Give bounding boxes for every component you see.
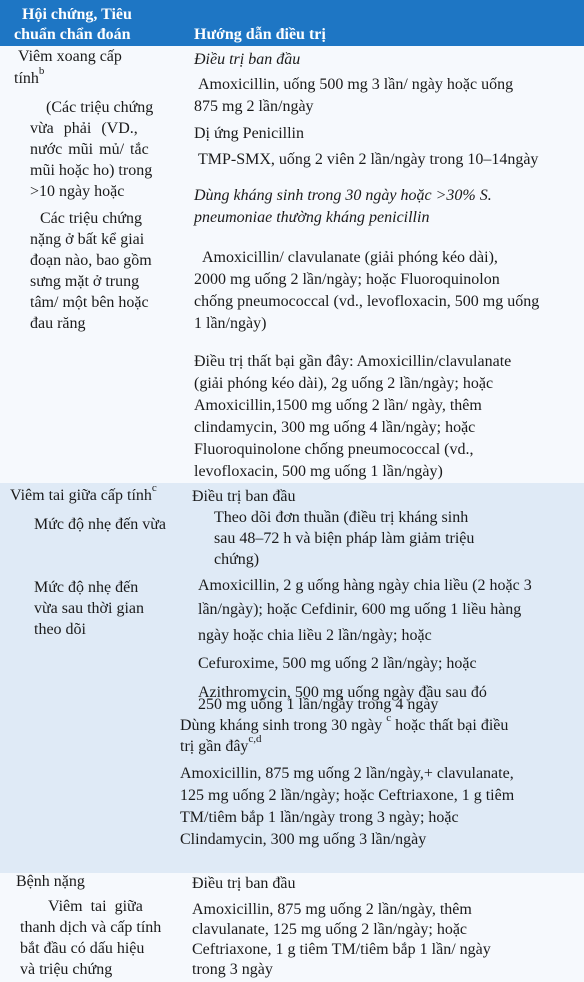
sinusitis-mild-line: >10 ngày hoặc — [30, 183, 125, 200]
sinusitis-mild-line: nước mũi mủ/ tắc — [30, 141, 149, 158]
sinusitis-severe-line: nặng ở bất kể giai — [30, 231, 145, 248]
otitis-amox-line: ngày hoặc chia liều 2 lần/ngày; hoặc — [198, 627, 432, 644]
sinusitis-resistant-heading: Dùng kháng sinh trong 30 ngày hoặc >30% S. — [194, 187, 492, 204]
otitis-title: Viêm tai giữa cấp tính$^c$ — [10, 481, 157, 504]
otitis-azithro-line: 250 mg uống 1 lần/ngày trong 4 ngày — [198, 696, 439, 713]
otitis-abx30-line: 125 mg uống 2 lần/ngày; hoặc Ceftriaxone, 1 g tiêm — [180, 787, 515, 804]
otitis-initial-heading: Điều trị ban đầu — [192, 488, 296, 505]
sinusitis-allergy-heading: Dị ứng Penicillin — [194, 125, 304, 142]
sinusitis-initial-line: Amoxicillin, uống 500 mg 3 lần/ ngày hoặc uống — [198, 76, 514, 93]
sinusitis-resistant-line: Amoxicillin/ clavulanate (giải phóng kéo dài), — [202, 249, 498, 266]
sinusitis-severe-line: Các triệu chứng — [40, 210, 142, 227]
otitis-mild-moderate: Mức độ nhẹ đến vừa — [34, 516, 166, 533]
sinusitis-initial-heading: Điều trị ban đầu — [194, 51, 301, 68]
severe-title: Bệnh nặng — [16, 873, 85, 890]
otitis-cefuroxime: Cefuroxime, 500 mg uống 2 lần/ngày; hoặc — [198, 655, 477, 672]
sinusitis-severe-line: đoạn nào, bao gồm — [30, 252, 152, 269]
sinusitis-resistant-line: chống pneumococcal (vd., levofloxacin, 500 mg uống — [194, 293, 540, 310]
severe-line: Ceftriaxone, 1 g tiêm TM/tiêm bắp 1 lần/ ngày — [192, 941, 491, 958]
sinusitis-resistant-heading: pneumoniae thường kháng penicillin — [194, 209, 430, 226]
header-col2: Hướng dẫn điều trị — [194, 26, 326, 43]
otitis-observe-line: sau 48–72 h và biện pháp làm giảm triệu — [214, 530, 475, 547]
sinusitis-initial-line: 875 mg 2 lần/ngày — [194, 98, 314, 115]
sinusitis-title-2: tính$^b$ — [14, 64, 45, 87]
otitis-observe-line: Theo dõi đơn thuần (điều trị kháng sinh — [214, 509, 469, 526]
otitis-abx30-line: Amoxicillin, 875 mg uống 2 lần/ngày,+ clavulanate, — [180, 765, 514, 782]
otitis-after-obs-line: theo dõi — [34, 621, 86, 638]
otitis-amox-line: lần/ngày); hoặc Cefdinir, 600 mg uống 1 liều hàng — [198, 601, 522, 618]
severe-line: clavulanate, 125 mg uống 2 lần/ngày; hoặc — [192, 921, 468, 938]
sinusitis-mild-line: mũi hoặc ho) trong — [30, 162, 153, 179]
sinusitis-failure-line: Fluoroquinolone chống pneumococcal (vd., — [194, 441, 474, 458]
severe-line: trong 3 ngày — [192, 961, 273, 978]
header-col1-line2: chuẩn chẩn đoán — [14, 26, 131, 43]
sinusitis-mild-line: (Các triệu chứng — [46, 99, 154, 116]
sinusitis-resistant-line: 2000 mg uống 2 lần/ngày; hoặc Fluoroquinolon — [194, 271, 500, 288]
otitis-after-obs-line: Mức độ nhẹ đến — [34, 579, 139, 596]
header-col1-line1: Hội chứng, Tiêu — [22, 6, 132, 23]
severe-line: Amoxicillin, 875 mg uống 2 lần/ngày, thêm — [192, 901, 472, 918]
sinusitis-severe-line: tâm/ một bên hoặc — [30, 294, 149, 311]
severe-left-line: và triệu chứng — [20, 961, 113, 978]
otitis-abx30-line: Clindamycin, 300 mg uống 3 lần/ngày — [180, 831, 427, 848]
sinusitis-severe-line: sưng mặt ở trung — [30, 273, 140, 290]
sinusitis-failure-line: Amoxicillin,1500 mg uống 2 lần/ ngày, thêm — [194, 397, 482, 414]
sinusitis-resistant-line: 1 lần/ngày) — [194, 315, 267, 332]
otitis-azithro-line: Azithromycin, 500 mg uống ngày đầu sau đó — [198, 684, 487, 701]
severe-left-line: thanh dịch và cấp tính — [20, 919, 162, 936]
sinusitis-failure-line: Điều trị thất bại gần đây: Amoxicillin/clavulanate — [194, 353, 512, 370]
sinusitis-failure-line: clindamycin, 300 mg uống 4 lần/ngày; hoặc — [194, 419, 476, 436]
otitis-abx30-line: TM/tiêm bắp 1 lần/ngày trong 3 ngày; hoặc — [180, 809, 459, 826]
sinusitis-allergy-line: TMP-SMX, uống 2 viên 2 lần/ngày trong 10–14ngày — [198, 151, 539, 168]
severe-left-line: Viêm tai giữa — [48, 898, 143, 915]
otitis-amox-line: Amoxicillin, 2 g uống hàng ngày chia liều (2 hoặc 3 — [198, 577, 532, 594]
sinusitis-severe-line: đau răng — [30, 315, 86, 332]
sinusitis-failure-line: (giải phóng kéo dài), 2g uống 2 lần/ngày; hoặc — [194, 375, 494, 392]
sinusitis-title: Viêm xoang cấp — [18, 48, 122, 65]
otitis-after-obs-line: vừa sau thời gian — [34, 600, 144, 617]
severe-initial-heading: Điều trị ban đầu — [192, 875, 296, 892]
sinusitis-mild-line: vừa phải (VD., — [30, 120, 138, 137]
otitis-abx30-heading-2: trị gần đây$^{c,d}$ — [180, 732, 262, 755]
otitis-abx30-heading: Dùng kháng sinh trong 30 ngày $^c$ hoặc thất bại điều — [180, 711, 509, 734]
otitis-observe-line: chứng) — [214, 551, 260, 568]
sinusitis-failure-line: levofloxacin, 500 mg uống 1 lần/ngày) — [194, 463, 443, 480]
severe-left-line: bắt đầu có dấu hiệu — [20, 940, 145, 957]
